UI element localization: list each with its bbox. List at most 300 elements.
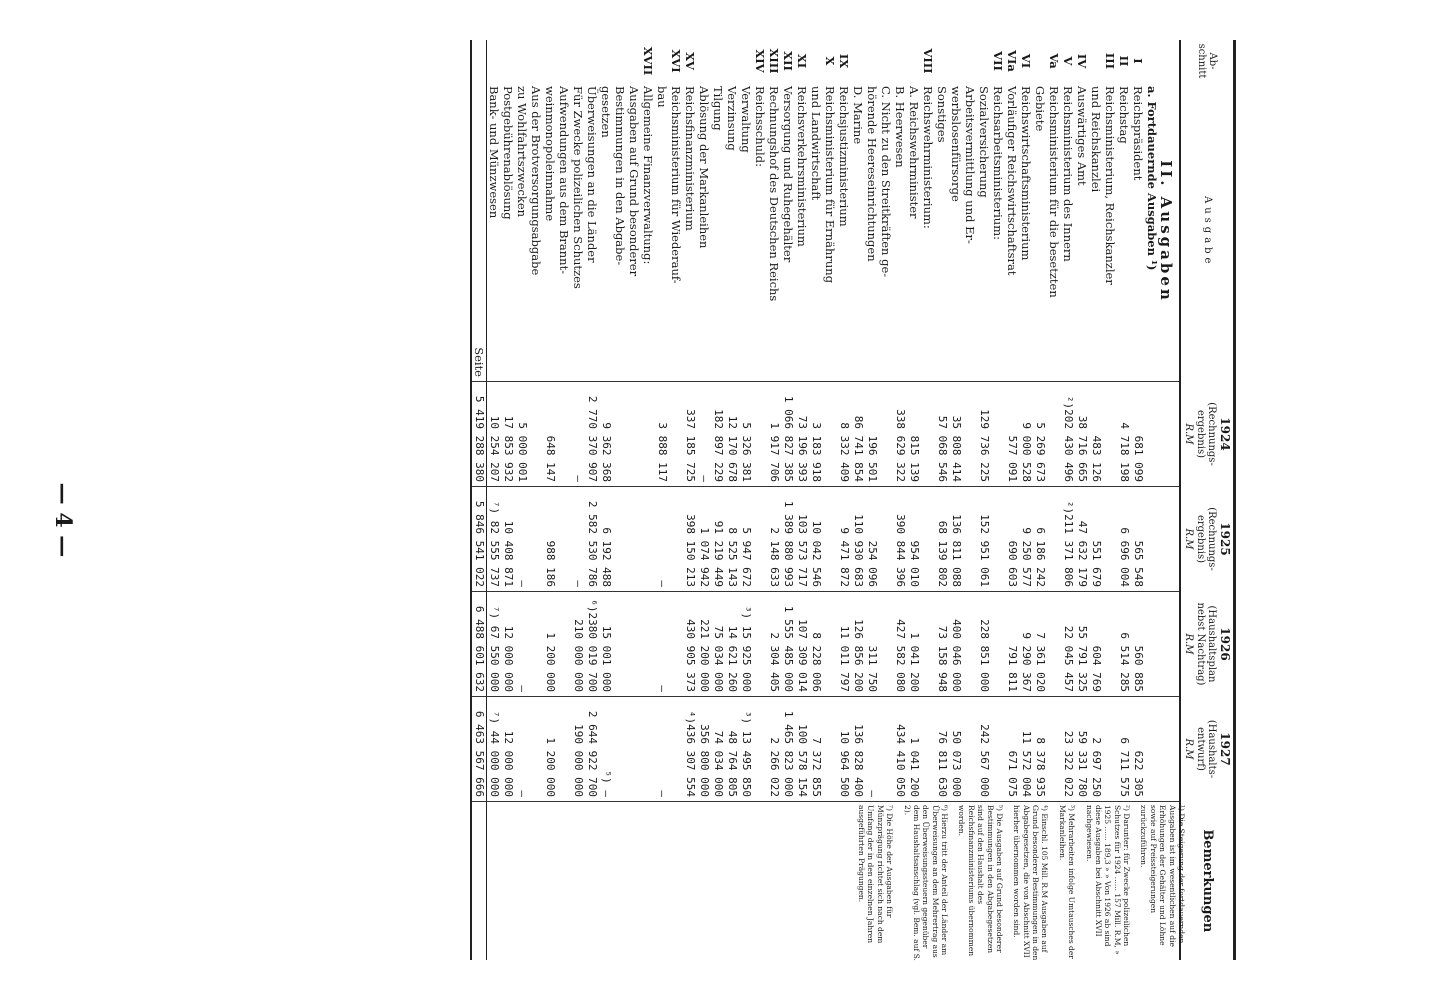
- row-value-1924: [921, 382, 935, 487]
- subsection-title: a. Fortdauernde Ausgaben ¹): [1144, 86, 1159, 271]
- row-value-1927: [613, 697, 627, 802]
- row-value-1924: —: [697, 382, 711, 487]
- row-value-1924: [1103, 382, 1117, 487]
- row-value-1927: 74 034 000: [711, 697, 725, 802]
- row-value-1926: 126 856 200: [851, 592, 865, 697]
- row-label: Reichswehrministerium:: [920, 86, 935, 229]
- row-value-1927: 12 000 000: [501, 697, 515, 802]
- row-abschnitt: [879, 40, 893, 82]
- row-value-1925: 954 010: [907, 487, 921, 592]
- row-value-1924: 86 741 854: [851, 382, 865, 487]
- row-value-1927: [1103, 697, 1117, 802]
- table-row: [613, 40, 627, 960]
- row-value-1924: [641, 382, 655, 487]
- row-value-1926: 7 361 020: [1033, 592, 1047, 697]
- row-abschnitt: [529, 40, 543, 82]
- row-value-1925: 1 389 880 993: [781, 487, 795, 592]
- row-label: hörende Heereseinrichtungen: [864, 86, 879, 262]
- total-row: [471, 40, 487, 960]
- row-value-1925: —: [571, 487, 585, 592]
- total-1924: 5 419 288 380: [471, 382, 487, 487]
- row-value-1926: 430 905 373: [683, 592, 697, 697]
- row-value-1926: 791 811: [1005, 592, 1019, 697]
- row-value-1926: 22 045 457: [1061, 592, 1075, 697]
- row-value-1924: 3 183 918: [809, 382, 823, 487]
- row-label: bau: [654, 86, 669, 108]
- row-value-1926: [921, 592, 935, 697]
- row-value-1924: 9 362 368: [599, 382, 613, 487]
- row-abschnitt: [655, 40, 669, 82]
- row-abschnitt: XIII: [766, 48, 781, 74]
- row-label: Reichswirtschaftsministerium: [1018, 86, 1033, 261]
- row-value-1924: 5 326 381: [739, 382, 753, 487]
- row-value-1925: [823, 487, 837, 592]
- row-label: Reichsministerium, Reichskanzler: [1102, 86, 1117, 285]
- row-value-1924: [557, 382, 571, 487]
- header-ausgabe-label: Ausgabe: [1201, 196, 1213, 268]
- row-value-1927: 622 305: [1131, 697, 1145, 802]
- row-abschnitt: X: [822, 56, 837, 66]
- row-value-1927: [1047, 697, 1061, 802]
- table-row: [529, 40, 543, 960]
- table-row: [571, 40, 585, 960]
- row-value-1925: 91 219 449: [711, 487, 725, 592]
- row-value-1926: 12 000 000: [501, 592, 515, 697]
- table-row: [543, 40, 557, 960]
- row-abschnitt: [515, 40, 529, 82]
- row-value-1925: 6 192 488: [599, 487, 613, 592]
- row-value-1926: [753, 592, 767, 697]
- row-value-1927: —: [515, 697, 529, 802]
- row-abschnitt: [697, 40, 711, 82]
- row-value-1926: 11 011 797: [837, 592, 851, 697]
- table-row: [501, 40, 515, 960]
- row-label: C. Nicht zu den Streitkräften ge-: [878, 86, 893, 278]
- row-value-1926: 107 309 014: [795, 592, 809, 697]
- row-value-1925: [613, 487, 627, 592]
- row-value-1926: [879, 592, 893, 697]
- row-value-1924: 35 808 414: [949, 382, 963, 487]
- row-abschnitt: [809, 40, 823, 82]
- row-value-1927: [991, 697, 1005, 802]
- row-value-1927: [557, 697, 571, 802]
- row-abschnitt: [865, 40, 879, 82]
- row-value-1924: 577 091: [1005, 382, 1019, 487]
- row-value-1924: 815 139: [907, 382, 921, 487]
- row-value-1927: 11 572 004: [1019, 697, 1033, 802]
- row-value-1927: [641, 697, 655, 802]
- row-value-1925: 390 844 396: [893, 487, 907, 592]
- row-value-1927: 190 000 000: [571, 697, 585, 802]
- row-value-1927: 8 378 935: [1033, 697, 1047, 802]
- table-row: [515, 40, 529, 960]
- header-1925-unit: R.M: [1183, 528, 1195, 550]
- remark-2: ²) Darunter: für Zwecke polizeilichen Schutzes für 1924 ...... 157 Mill. R.M, » 1925 ...... 189,3 » » Von 1926 ab sind diese Ausgaben bei Abschnitt XVII nachgewiesen.: [1084, 805, 1132, 955]
- row-label: Sozialversicherung: [976, 86, 991, 198]
- row-value-1924: [879, 382, 893, 487]
- row-value-1925: [991, 487, 1005, 592]
- row-label: Aufwendungen aus dem Brannt-: [556, 86, 571, 275]
- row-label: Verwaltung: [738, 86, 753, 153]
- table-row: [683, 40, 697, 960]
- row-abschnitt: XVI: [668, 49, 683, 73]
- row-abschnitt: VII: [990, 51, 1005, 71]
- row-value-1926: [557, 592, 571, 697]
- row-label: Tilgung: [710, 86, 725, 131]
- row-value-1926: 14 621 260: [725, 592, 739, 697]
- row-abschnitt: II: [1116, 55, 1131, 67]
- row-value-1927: [529, 697, 543, 802]
- table-row: [585, 40, 599, 960]
- row-abschnitt: XVII: [640, 46, 655, 76]
- row-value-1925: 110 930 683: [851, 487, 865, 592]
- row-value-1925: 254 096: [865, 487, 879, 592]
- row-label: Postgebührenablösung: [500, 86, 515, 220]
- header-1924: [1180, 382, 1235, 487]
- row-value-1925: 10 408 871: [501, 487, 515, 592]
- row-label: Reichsministerium für Ernährung: [822, 86, 837, 284]
- row-label: Allgemeine Finanzverwaltung:: [640, 86, 655, 265]
- row-value-1926: 6 514 285: [1117, 592, 1131, 697]
- row-value-1926: ³) 15 925 000: [739, 592, 753, 697]
- row-value-1926: 8 228 006: [809, 592, 823, 697]
- row-value-1924: 196 501: [865, 382, 879, 487]
- row-value-1927: ⁷) 44 000 000: [486, 697, 501, 802]
- row-abschnitt: [977, 40, 991, 82]
- header-1925-sub: (Rechnungs- ergebnis): [1194, 507, 1218, 571]
- table-row: [739, 40, 753, 960]
- row-abschnitt: [585, 40, 599, 82]
- row-value-1924: [613, 382, 627, 487]
- row-value-1924: [823, 382, 837, 487]
- row-value-1924: 648 147: [543, 382, 557, 487]
- row-value-1925: 398 150 213: [683, 487, 697, 592]
- row-value-1925: 68 139 802: [935, 487, 949, 592]
- row-value-1926: [669, 592, 683, 697]
- row-value-1924: 57 068 546: [935, 382, 949, 487]
- row-value-1927: 2 644 922 700: [585, 697, 599, 802]
- row-abschnitt: IV: [1074, 53, 1089, 69]
- row-value-1924: [963, 382, 977, 487]
- header-1926-unit: R.M: [1183, 633, 1195, 655]
- row-value-1926: 427 582 080: [893, 592, 907, 697]
- row-abschnitt: [1033, 40, 1047, 82]
- row-value-1924: 3 888 117: [655, 382, 669, 487]
- row-label: zu Wohlfahrtszwecken: [514, 86, 529, 218]
- row-value-1927: 50 073 000: [949, 697, 963, 802]
- row-value-1925: ⁷) 82 555 737: [486, 487, 501, 592]
- total-1926: 6 488 601 632: [471, 592, 487, 697]
- row-label: Reichstag: [1116, 86, 1131, 144]
- row-abschnitt: [739, 40, 753, 82]
- row-value-1927: [823, 697, 837, 802]
- row-value-1924: [753, 382, 767, 487]
- row-value-1927: ⁴)436 307 554: [683, 697, 697, 802]
- header-1927-year: 1927: [1218, 732, 1232, 766]
- row-value-1926: 400 046 000: [949, 592, 963, 697]
- row-value-1927: 242 567 000: [977, 697, 991, 802]
- row-value-1927: [879, 697, 893, 802]
- row-value-1927: 76 811 630: [935, 697, 949, 802]
- remark-5: ⁵) Die Ausgaben auf Grund besonderer Bestimmungen in den Abgabegesetzen sind auf den Haushalt des Reichsfinanzministeriums übernommen worden.: [957, 805, 1004, 957]
- table-row: [655, 40, 669, 960]
- row-value-1925: 690 603: [1005, 487, 1019, 592]
- row-abschnitt: I: [1130, 58, 1145, 64]
- row-label: Arbeitsvermittlung und Er-: [962, 86, 977, 244]
- row-abschnitt: III: [1102, 52, 1117, 70]
- header-1925-year: 1925: [1218, 522, 1232, 556]
- table-row: [809, 40, 823, 960]
- row-abschnitt: Va: [1046, 53, 1061, 69]
- remark-4: ⁴) Einschl. 105 Mill. R.M Ausgaben auf Grund besonderer Bestimmungen in den Abgabegesetzen, die von Abschnitt XVII hierher übernommen worden sind.: [1012, 805, 1050, 961]
- row-value-1927: [669, 697, 683, 802]
- row-value-1926: 55 791 325: [1075, 592, 1089, 697]
- row-value-1926: 228 851 000: [977, 592, 991, 697]
- row-value-1925: 152 951 061: [977, 487, 991, 592]
- row-abschnitt: XV: [682, 52, 697, 70]
- row-label: Gebiete: [1032, 86, 1047, 132]
- row-label: und Reichskanzlei: [1088, 86, 1103, 193]
- row-value-1925: 136 811 088: [949, 487, 963, 592]
- header-1927: [1180, 697, 1235, 802]
- row-abschnitt: [557, 40, 571, 82]
- row-value-1927: 434 410 050: [893, 697, 907, 802]
- row-value-1925: 5 947 672: [739, 487, 753, 592]
- row-value-1926: ⁷) 67 550 000: [486, 592, 501, 697]
- row-label: Verzinsung: [724, 86, 739, 151]
- row-value-1925: —: [515, 487, 529, 592]
- row-value-1927: 2 697 250: [1089, 697, 1103, 802]
- row-label: Ausgaben auf Grund besonderer: [626, 86, 641, 277]
- row-value-1924: ²)202 430 496: [1061, 382, 1075, 487]
- row-label: gesetzen: [598, 86, 613, 138]
- table-row: [795, 40, 809, 960]
- row-label: D. Marine: [850, 86, 865, 145]
- remark-6: ⁶) Hierzu tritt der Anteil der Länder am Überweisungen an dem Mehrertrag aus den Überweisungssteuern gegenüber dem Haushaltsanschlag (vgl. Bem. auf S. 2).: [902, 805, 950, 961]
- row-abschnitt: [627, 40, 641, 82]
- table-row: [641, 40, 655, 960]
- row-label: Reichsfinanzministerium: [682, 86, 697, 231]
- row-value-1925: 2 582 530 786: [585, 487, 599, 592]
- row-value-1924: 681 099: [1131, 382, 1145, 487]
- row-value-1925: 10 042 546: [809, 487, 823, 592]
- table-row: [725, 40, 739, 960]
- row-value-1924: 10 254 207: [486, 382, 501, 487]
- total-label: Seite: [471, 82, 487, 382]
- row-label: Auswärtiges Amt: [1074, 86, 1089, 186]
- row-label: Reichsschuld:: [752, 86, 767, 167]
- row-label: Reichsjustizministerium: [836, 86, 851, 227]
- header-1927-sub: (Haushalts- entwurf): [1194, 719, 1218, 779]
- row-value-1926: 9 290 367: [1019, 592, 1033, 697]
- row-value-1924: 8 332 409: [837, 382, 851, 487]
- row-label: B. Heerwesen: [892, 86, 907, 168]
- row-value-1925: 103 573 717: [795, 487, 809, 592]
- row-value-1924: 12 170 678: [725, 382, 739, 487]
- row-value-1925: [669, 487, 683, 592]
- header-bemerkungen: Bemerkungen: [1180, 802, 1235, 961]
- row-value-1927: 59 331 780: [1075, 697, 1089, 802]
- row-value-1926: [1047, 592, 1061, 697]
- row-value-1926: [613, 592, 627, 697]
- row-label: Rechnungshof des Deutschen Reichs: [766, 86, 781, 302]
- row-label: Bank- und Münzwesen: [486, 86, 501, 219]
- row-value-1924: —: [571, 382, 585, 487]
- row-value-1924: 337 185 725: [683, 382, 697, 487]
- row-value-1926: [627, 592, 641, 697]
- row-value-1926: 560 885: [1131, 592, 1145, 697]
- row-value-1925: 565 548: [1131, 487, 1145, 592]
- row-abschnitt: XIV: [752, 49, 767, 73]
- row-value-1924: 17 853 932: [501, 382, 515, 487]
- row-value-1926: [823, 592, 837, 697]
- table-row: [599, 40, 613, 960]
- row-value-1925: 988 186: [543, 487, 557, 592]
- row-value-1926: 221 200 000: [697, 592, 711, 697]
- table-row: [557, 40, 571, 960]
- row-value-1927: 1 041 200: [907, 697, 921, 802]
- row-value-1926: [641, 592, 655, 697]
- row-abschnitt: V: [1060, 56, 1075, 66]
- header-1927-unit: R.M: [1183, 738, 1195, 760]
- row-value-1926: ⁶)2380 019 700: [585, 592, 599, 697]
- row-label: Reichsarbeitsministerium:: [990, 86, 1005, 240]
- row-abschnitt: [543, 40, 557, 82]
- row-value-1927: 23 322 022: [1061, 697, 1075, 802]
- row-abschnitt: [851, 40, 865, 82]
- row-value-1925: [753, 487, 767, 592]
- row-value-1927: 48 764 805: [725, 697, 739, 802]
- row-label: weinmonopoleinnahme: [542, 86, 557, 222]
- row-abschnitt: VIa: [1004, 50, 1019, 72]
- row-label: und Landwirtschaft: [808, 86, 823, 201]
- row-value-1924: 5 000 001: [515, 382, 529, 487]
- row-value-1925: 9 250 577: [1019, 487, 1033, 592]
- row-value-1927: 356 800 000: [697, 697, 711, 802]
- row-value-1924: 129 736 225: [977, 382, 991, 487]
- row-value-1925: ²)211 371 806: [1061, 487, 1075, 592]
- table-header-row: [1180, 40, 1235, 960]
- row-value-1924: 182 897 229: [711, 382, 725, 487]
- row-value-1926: 1 555 485 000: [781, 592, 795, 697]
- row-label: werbslosenfürsorge: [948, 86, 963, 202]
- table-row: [767, 40, 781, 960]
- row-value-1925: [557, 487, 571, 592]
- row-value-1925: [963, 487, 977, 592]
- header-1924-sub: (Rechnungs- ergebnis): [1194, 402, 1218, 466]
- row-value-1925: 1 074 942: [697, 487, 711, 592]
- row-value-1925: —: [655, 487, 669, 592]
- row-value-1926: 2 304 405: [767, 592, 781, 697]
- row-value-1926: 210 000 000: [571, 592, 585, 697]
- row-label: Überweisungen an die Länder: [584, 86, 599, 263]
- header-1926: [1180, 592, 1235, 697]
- row-abschnitt: [1089, 40, 1103, 82]
- row-value-1924: [529, 382, 543, 487]
- table-row: [753, 40, 767, 960]
- row-value-1926: 75 034 000: [711, 592, 725, 697]
- row-value-1924: [669, 382, 683, 487]
- header-1925: [1180, 487, 1235, 592]
- row-value-1924: 9 000 528: [1019, 382, 1033, 487]
- row-value-1925: [921, 487, 935, 592]
- row-label: Reichspräsident: [1130, 86, 1145, 181]
- row-abschnitt: [935, 40, 949, 82]
- row-value-1926: 604 769: [1089, 592, 1103, 697]
- row-abschnitt: [501, 40, 515, 82]
- row-abschnitt: [599, 40, 613, 82]
- row-value-1926: [1103, 592, 1117, 697]
- table-row: [697, 40, 711, 960]
- remark-1: ¹) Die Steigerung der fortdauernden Ausgaben ist im wesentlichen auf die Erhöhungen der Gehälter und Löhne sowie auf Preissteigerungen zurückzuführen.: [1139, 805, 1186, 947]
- row-label: Sonstiges: [934, 86, 949, 143]
- row-value-1924: 1 066 827 385: [781, 382, 795, 487]
- row-value-1924: 4 718 198: [1117, 382, 1131, 487]
- row-value-1927: 10 964 500: [837, 697, 851, 802]
- row-value-1926: 1 200 000: [543, 592, 557, 697]
- table-row: [486, 40, 501, 960]
- row-value-1924: 338 629 322: [893, 382, 907, 487]
- row-value-1927: [921, 697, 935, 802]
- row-value-1926: —: [515, 592, 529, 697]
- header-1926-year: 1926: [1218, 627, 1232, 661]
- header-abschnitt: Ab- schnitt: [1180, 40, 1235, 82]
- row-abschnitt: VI: [1018, 53, 1033, 69]
- row-abschnitt: [963, 40, 977, 82]
- row-label: Versorgung und Ruhegehälter: [780, 86, 795, 263]
- total-1927: 6 463 567 666: [471, 697, 487, 802]
- row-value-1925: 8 525 143: [725, 487, 739, 592]
- row-value-1924: 73 196 393: [795, 382, 809, 487]
- page-number: — 4 —: [50, 482, 76, 558]
- row-value-1924: 5 269 673: [1033, 382, 1047, 487]
- table-row: [627, 40, 641, 960]
- table-row: [669, 40, 683, 960]
- row-label: Reichsministerium für Wiederauf-: [668, 86, 683, 284]
- total-1925: 5 846 541 022: [471, 487, 487, 592]
- section-title: II. Ausgaben: [1156, 160, 1175, 303]
- row-value-1927: 6 711 575: [1117, 697, 1131, 802]
- row-value-1925: 6 186 242: [1033, 487, 1047, 592]
- row-value-1926: —: [655, 592, 669, 697]
- row-value-1924: [991, 382, 1005, 487]
- row-value-1927: 2 266 022: [767, 697, 781, 802]
- row-value-1925: [627, 487, 641, 592]
- row-value-1927: 1 200 000: [543, 697, 557, 802]
- row-abschnitt: [486, 40, 501, 82]
- row-value-1925: [1103, 487, 1117, 592]
- row-abschnitt: [711, 40, 725, 82]
- header-1924-year: 1924: [1218, 417, 1232, 451]
- row-value-1925: 551 679: [1089, 487, 1103, 592]
- row-value-1927: 100 578 154: [795, 697, 809, 802]
- table-row: [711, 40, 725, 960]
- row-abschnitt: [571, 40, 585, 82]
- row-value-1926: [529, 592, 543, 697]
- remark-7: ⁷) Die Höhe der Ausgaben für Münzprägung richtet sich nach dem Umfang der in den einzelnen Jahren ausgeführten Prägungen.: [857, 805, 895, 944]
- row-value-1927: [753, 697, 767, 802]
- row-value-1927: [627, 697, 641, 802]
- row-value-1927: [963, 697, 977, 802]
- row-abschnitt: [949, 40, 963, 82]
- header-1924-unit: R.M: [1183, 423, 1195, 445]
- row-value-1924: 1 917 706: [767, 382, 781, 487]
- row-value-1925: [529, 487, 543, 592]
- row-abschnitt: VIII: [920, 48, 935, 74]
- row-value-1925: 2 148 633: [767, 487, 781, 592]
- header-1926-sub: (Haushaltsplan nebst Nachtrag): [1194, 602, 1218, 686]
- row-value-1926: 1 041 200: [907, 592, 921, 697]
